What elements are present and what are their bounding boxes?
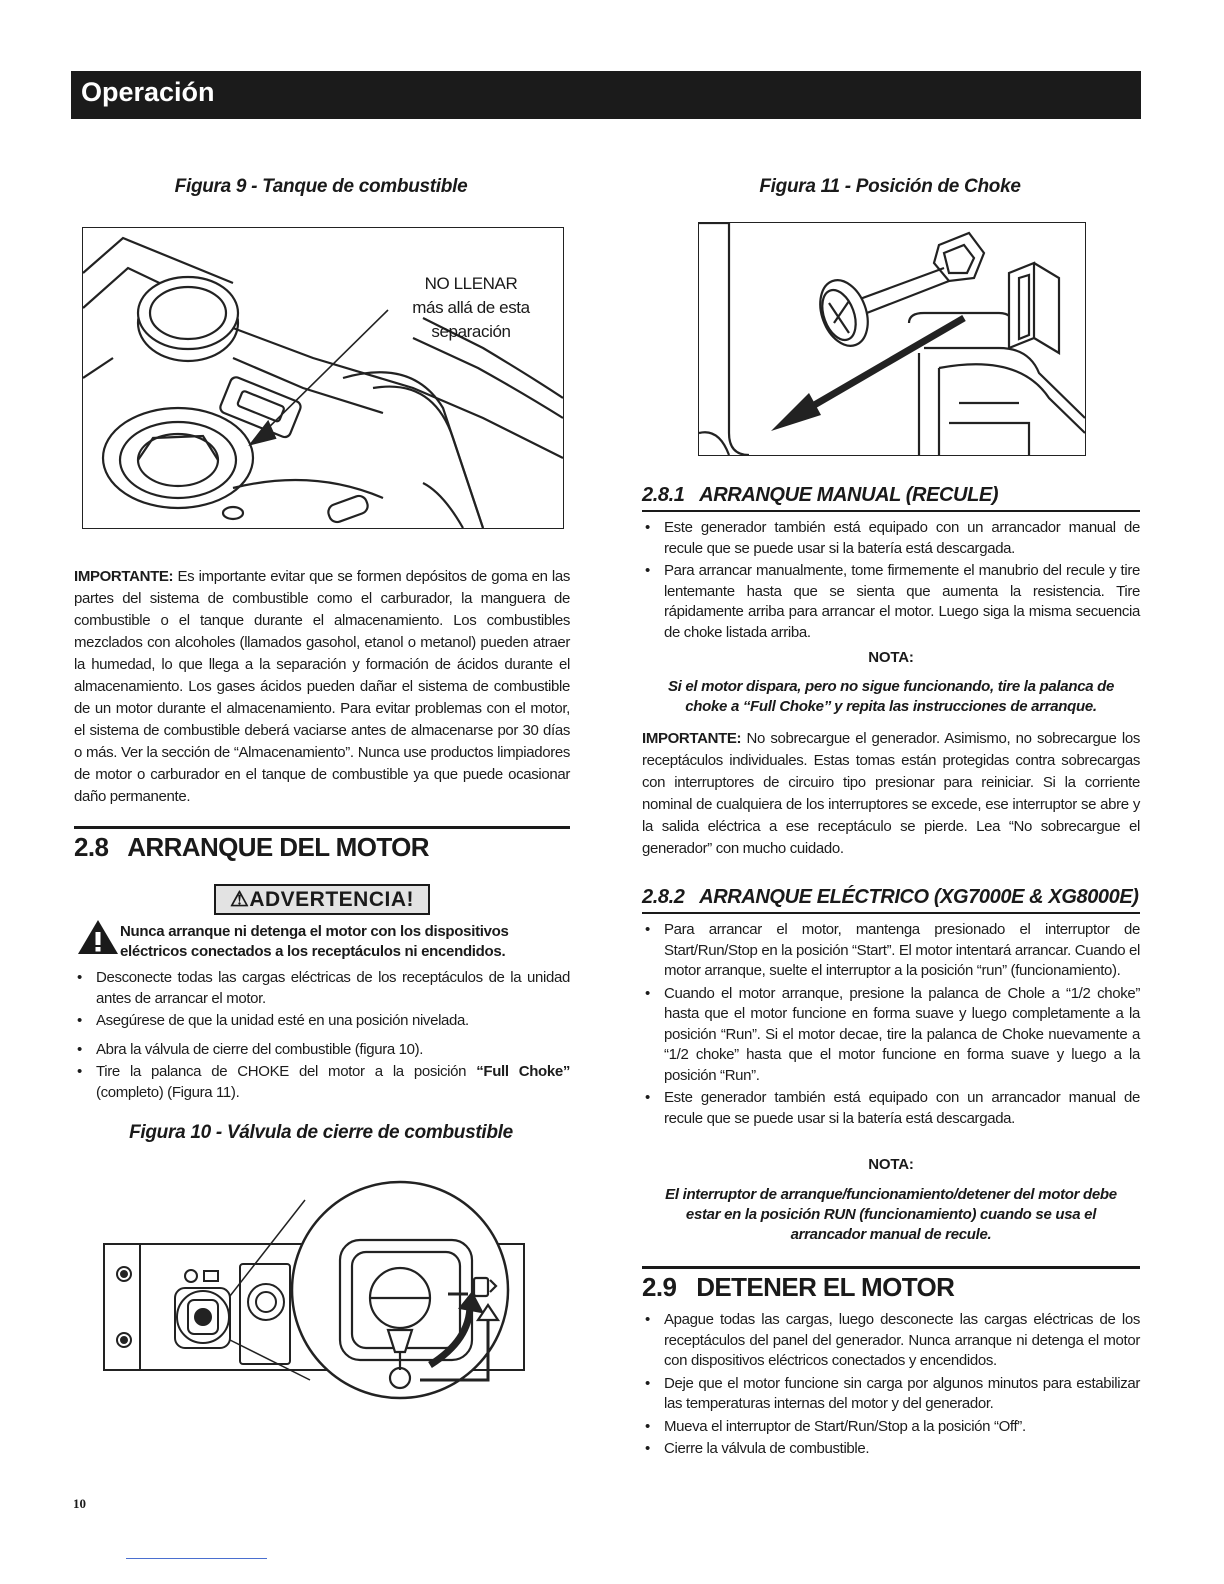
importante-overload-paragraph	[642, 728, 1140, 860]
callout-line-2: más allá de esta	[412, 298, 530, 317]
warning-text: Nunca arranque ni detenga el motor con los dispositivos eléctricos conectados a los receptáculos ni encendidos.	[120, 923, 509, 960]
importante-text: Es importante evitar que se formen depósitos de goma en las partes del sistema de combustible como el carburador, la manguera de combustible o el tanque durante el almacenamiento. Los combustibles mezclados con alcoholes (llamados gasohol, etanol o metanol) pueden atraer la humedad, lo que llega a la separación y formación de ácidos durante el almacenamiento. Los gases ácidos pueden dañar el sistema de combustible de un motor durante el almacenamiento. Para evitar problemas con el motor, el sistema de combustible deberá vaciarse antes de almacenarse por 30 días o más. Ver la sección de “Almacenamiento”. Nunca use productos limpiadores de motor o carburador en el tanque de combustible ya que puede ocasionar daño permanente.	[74, 568, 570, 805]
nota-2-text: El interruptor de arranque/funcionamiento/detener del motor debe estar en la posición RUN (funcionamiento) cuando se usa el arrancador manual de recule.	[665, 1186, 1117, 1243]
list-item: • Para arrancar el motor, mantenga presionado el interruptor de Start/Run/Stop en la posición “Start”. El motor intentará arrancar. Cuando el motor arranque, suelte el interruptor a la posición “run” (funcionamiento).	[645, 921, 1140, 979]
list-item: • Desconecte todas las cargas eléctricas de los receptáculos de la unidad antes de arrancar el motor.	[77, 969, 570, 1007]
figure-9-caption: Figura 9 - Tanque de combustible	[174, 176, 468, 197]
list-item: • Para arrancar manualmente, tome firmemente el manubrio del recule y tire lentemante hasta que se sienta que aumenta la resistencia. Tire rápidamente arriba para arrancar el motor. Luego siga la misma secuencia de choke listada arriba.	[645, 562, 1140, 641]
nota-2-label: NOTA:	[868, 1156, 914, 1173]
importante-label: IMPORTANTE:	[74, 568, 174, 585]
section-2-9-bullets	[642, 1310, 1140, 1462]
list-item: • Abra la válvula de cierre del combustible (figura 10).	[77, 1040, 424, 1058]
list-item: • Tire la palanca de CHOKE del motor a la posición “Full Choke” (completo) (Figura 11).	[77, 1063, 570, 1101]
warning-badge-label: ADVERTENCIA!	[249, 888, 414, 911]
importante-2-text: No sobrecargue el generador. Asimismo, no sobrecargue los receptáculos individuales. Estas tomas están protegidas contra sobrecargas con interruptores de circuiro tipo presionar para reiniciar. Si la corriente nominal de cualquiera de los interruptores se excede, ese interruptor se abre y la salida eléctrica a ese receptáculo se pierde. Lea “No sobrecargue el generador” con mucho cuidado.	[642, 730, 1140, 857]
warning-triangle-icon: ⚠	[230, 888, 250, 911]
list-item: • Asegúrese de que la unidad esté en una posición nivelada.	[77, 1012, 469, 1029]
fig9-callout	[396, 272, 546, 344]
list-item: • Este generador también está equipado con un arrancador manual de recule que se puede usar si la batería está descargada.	[645, 519, 1140, 557]
section-2-8-1-bullets	[642, 518, 1140, 645]
figure-11-choke	[698, 222, 1086, 456]
section-2-8-title: 2.8 ARRANQUE DEL MOTOR	[74, 832, 429, 862]
figure-10-caption: Figura 10 - Válvula de cierre de combustible	[129, 1122, 513, 1143]
section-2-8-rule	[74, 826, 570, 829]
list-item: • Cierre la válvula de combustible.	[645, 1440, 870, 1457]
banner-title: Operación	[81, 77, 215, 107]
list-item: • Mueva el interruptor de Start/Run/Stop a la posición “Off”.	[645, 1417, 1026, 1435]
section-2-9-rule	[642, 1266, 1140, 1269]
warning-badge	[214, 884, 430, 915]
callout-line-1: NO LLENAR	[424, 274, 518, 293]
choke-illustration	[699, 223, 1085, 455]
figure-10-fuel-valve	[100, 1180, 570, 1405]
section-2-8-2-rule	[642, 912, 1140, 914]
nota-1-label: NOTA:	[868, 649, 914, 666]
list-item: • Deje que el motor funcione sin carga por algunos minutos para estabilizar las temperaturas internas del motor y del generador.	[645, 1374, 1140, 1412]
section-2-8-1-title: 2.8.1 ARRANQUE MANUAL (RECULE)	[642, 484, 999, 506]
section-2-8-2-title: 2.8.2 ARRANQUE ELÉCTRICO (XG7000E & XG8000E)	[642, 886, 1139, 908]
importante-fuel-paragraph	[74, 566, 570, 808]
importante-2-label: IMPORTANTE:	[642, 730, 742, 747]
section-2-8-1-rule	[642, 510, 1140, 512]
list-item: • Apague todas las cargas, luego desconecte las cargas eléctricas de los receptáculos del panel del generador. Nunca arranque ni detenga el motor con dispositivos eléctricos conectados y encendidos.	[645, 1311, 1140, 1369]
section-2-8-2-bullets	[642, 920, 1140, 1131]
figure-11-caption: Figura 11 - Posición de Choke	[759, 176, 1021, 197]
page-number: 10	[73, 1496, 86, 1511]
footer-link-underline	[126, 1558, 267, 1559]
section-2-8-bullets	[74, 968, 570, 1105]
callout-line-3: separación	[431, 322, 511, 341]
list-item: • Este generador también está equipado con un arrancador manual de recule que se puede usar si la batería está descargada.	[645, 1089, 1140, 1127]
section-banner	[71, 71, 1141, 119]
nota-1-text: Si el motor dispara, pero no sigue funcionando, tire la palanca de choke a ‘‘Full Choke’’ y repita las instrucciones de arranque.	[667, 678, 1115, 715]
section-2-9-title: 2.9 DETENER EL MOTOR	[642, 1272, 955, 1302]
hazard-triangle-icon	[76, 918, 120, 956]
list-item: • Cuando el motor arranque, presione la palanca de Chole a “1/2 choke” hasta que el motor funcione en forma suave y luego completamente a la posición “Run”. Si el motor decae, tire la palanca de Choke nuevamente a “1/2 choke” hasta que el motor funcione en forma suave y luego a la posición “Run”.	[645, 984, 1140, 1084]
